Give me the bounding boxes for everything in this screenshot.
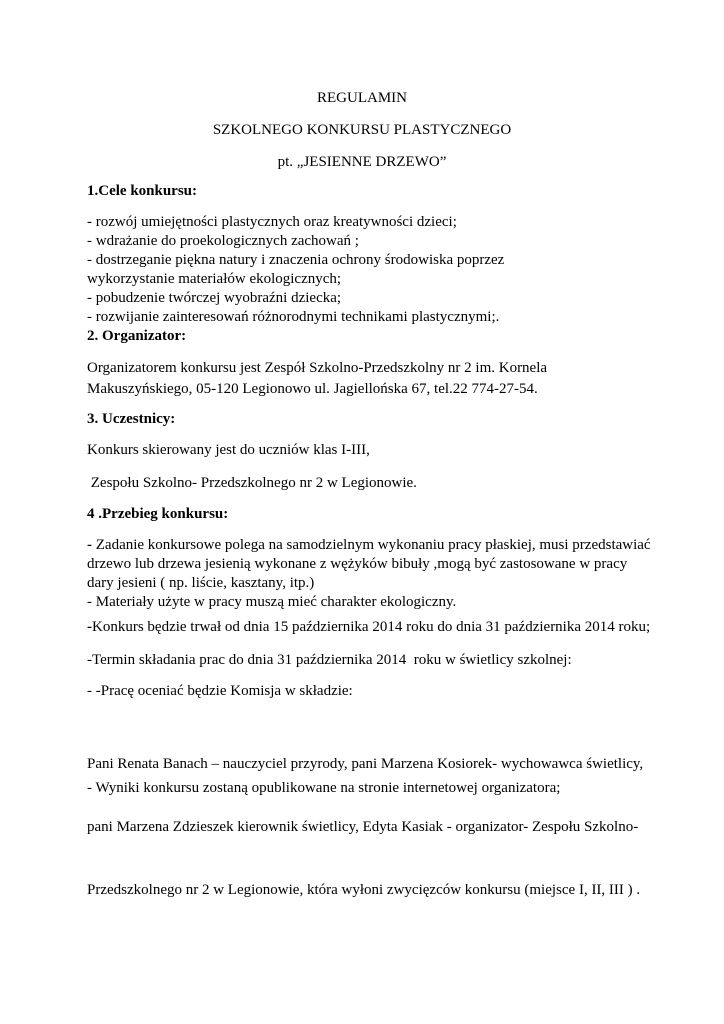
para-5-line: Pani Renata Banach – nauczyciel przyrody, pani Marzena Kosiorek- wychowawca świetlicy,: [87, 756, 644, 772]
section-3-heading: 3. Uczestnicy:: [87, 411, 176, 427]
section-1-line: wykorzystanie materiałów ekologicznych;: [87, 271, 342, 287]
para-5-line: pani Marzena Zdzieszek kierownik świetlicy, Edyta Kasiak - organizator- Zespołu Szkolno-: [87, 819, 639, 835]
section-1-line: - rozwój umiejętności plastycznych oraz kreatywności dzieci;: [87, 214, 457, 230]
para-1-line: dary jesieni ( np. liście, kasztany, itp.): [87, 575, 315, 591]
section-2-heading: 2. Organizator:: [87, 328, 187, 344]
section-1-line: - dostrzeganie piękna natury i znaczenia ochrony środowiska poprzez: [87, 252, 505, 268]
section-2-line: Organizatorem konkursu jest Zespół Szkolno-Przedszkolny nr 2 im. Kornela: [87, 360, 548, 376]
section-1-list: [87, 213, 657, 327]
section-4-para-2: [87, 618, 657, 637]
section-2-body: [87, 358, 657, 400]
para-1-first-line-text: Zadanie konkursowe polega na samodzielnym wykonaniu pracy płaskiej, musi przedstawiać: [92, 537, 651, 553]
section-1-line: - pobudzenie twórczej wyobraźni dziecka;: [87, 290, 342, 306]
title-contest: SZKOLNEGO KONKURSU PLASTYCZNEGO: [212, 122, 512, 138]
section-3-line-1: Konkurs skierowany jest do uczniów klas I-III,: [87, 442, 370, 458]
para-1-line: - Materiały użyte w pracy muszą mieć charakter ekologiczny.: [87, 594, 457, 610]
section-1-line: - rozwijanie zainteresowań różnorodnymi technikami plastycznymi;.: [87, 309, 500, 325]
title-subtitle: pt. „JESIENNE DRZEWO”: [277, 154, 447, 170]
section-1-line: - wdrażanie do proekologicznych zachowań ;: [87, 233, 359, 249]
title-regulamin: REGULAMIN: [317, 90, 407, 106]
section-4-para-6: - Wyniki konkursu zostaną opublikowane na stronie internetowej organizatora;: [87, 780, 561, 796]
section-2-line: Makuszyńskiego, 05-120 Legionowo ul. Jagiellońska 67, tel.22 774-27-54.: [87, 381, 538, 397]
para-5-line: Przedszkolnego nr 2 w Legionowie, która wyłoni zwycięzców konkursu (miejsce I, II, III ) .: [87, 882, 641, 898]
section-4-para-5: [87, 712, 657, 943]
section-4-heading: 4 .Przebieg konkursu:: [87, 506, 229, 522]
section-4-para-3: -Termin składania prac do dnia 31 października 2014 roku w świetlicy szkolnej:: [87, 652, 572, 668]
section-4-para-1: [87, 536, 657, 612]
para-1-first-line: [87, 536, 657, 555]
bold-dash: -: [87, 619, 92, 635]
section-4-para-4: - -Pracę oceniać będzie Komisja w składzie:: [87, 683, 353, 699]
para-1-line: drzewo lub drzewa jesienią wykonane z wężyków bibuły ,mogą być zastosowane w pracy: [87, 556, 628, 572]
para-2-text: Konkurs będzie trwał od dnia 15 października 2014 roku do dnia 31 października 2014 roku;: [92, 619, 651, 635]
section-3-line-2: Zespołu Szkolno- Przedszkolnego nr 2 w Legionowie.: [87, 475, 417, 491]
section-1-heading: 1.Cele konkursu:: [87, 183, 198, 199]
bold-dash: -: [87, 537, 92, 553]
